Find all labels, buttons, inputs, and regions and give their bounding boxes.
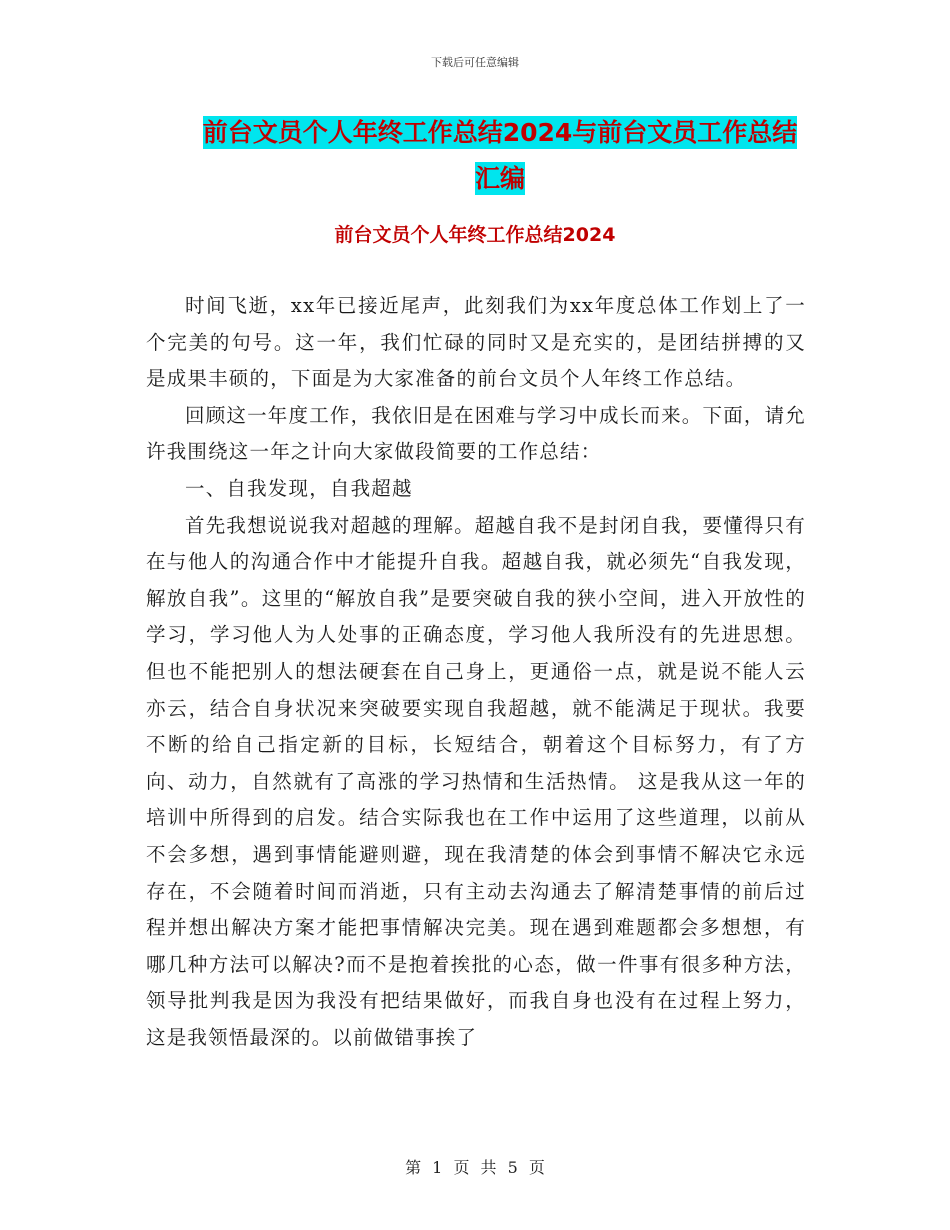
- document-title-line2: 汇编: [474, 164, 525, 193]
- paragraph-heading-1: 一、自我发现，自我超越: [185, 476, 413, 500]
- section-title: 前台文员个人年终工作总结2024: [334, 224, 616, 246]
- paragraph-review: 回顾这一年度工作，我依旧是在困难与学习中成长而来。下面，请允许我围绕这一年之计向大家做段简要的工作总结：: [146, 403, 807, 464]
- paragraph-intro: 时间飞逝，xx年已接近尾声，此刻我们为xx年度总体工作划上了一个完美的句号。这一年，我们忙碌的同时又是充实的，是团结拼搏的又是成果丰硕的，下面是为大家准备的前台文员个人年终工作总结。: [146, 294, 806, 391]
- page-header-note: 下载后可任意编辑: [431, 56, 519, 69]
- document-body: [146, 288, 806, 1056]
- document-title-line1: 前台文员个人年终工作总结2024与前台文员工作总结: [202, 118, 798, 147]
- page-footer: 第 1 页 共 5 页: [405, 1158, 545, 1177]
- document-title: [150, 110, 850, 202]
- paragraph-self-transcendence: 首先我想说说我对超越的理解。超越自我不是封闭自我，要懂得只有在与他人的沟通合作中才能提升自我。超越自我，就必须先“自我发现，解放自我”。这里的“解放自我”是要突破自我的狭小空间，进入开放性的学习，学习他人为人处事的正确态度，学习他人我所没有的先进思想。但也不能把别人的想法硬套在自己身上，更通俗一点，就是说不能人云亦云，结合自身状况来突破要实现自我超越，就不能满足于现状。我要不断的给自己指定新的目标，长短结合，朝着这个目标努力，有了方向、动力，自然就有了高涨的学习热情和生活热情。 这是我从这一年的培训中所得到的启发。结合实际我也在工作中运用了这些道理，以前从不会多想，遇到事情能避则避，现在我清楚的体会到事情不解决它永远存在，不会随着时间而消逝，只有主动去沟通去了解清楚事情的前后过程并想出解决方案才能把事情解决完美。现在遇到难题都会多想想，有哪几种方法可以解决?而不是抱着挨批的心态，做一件事有很多种方法，领导批判我是因为我没有把结果做好，而我自身也没有在过程上努力，这是我领悟最深的。以前做错事挨了: [146, 513, 807, 1049]
